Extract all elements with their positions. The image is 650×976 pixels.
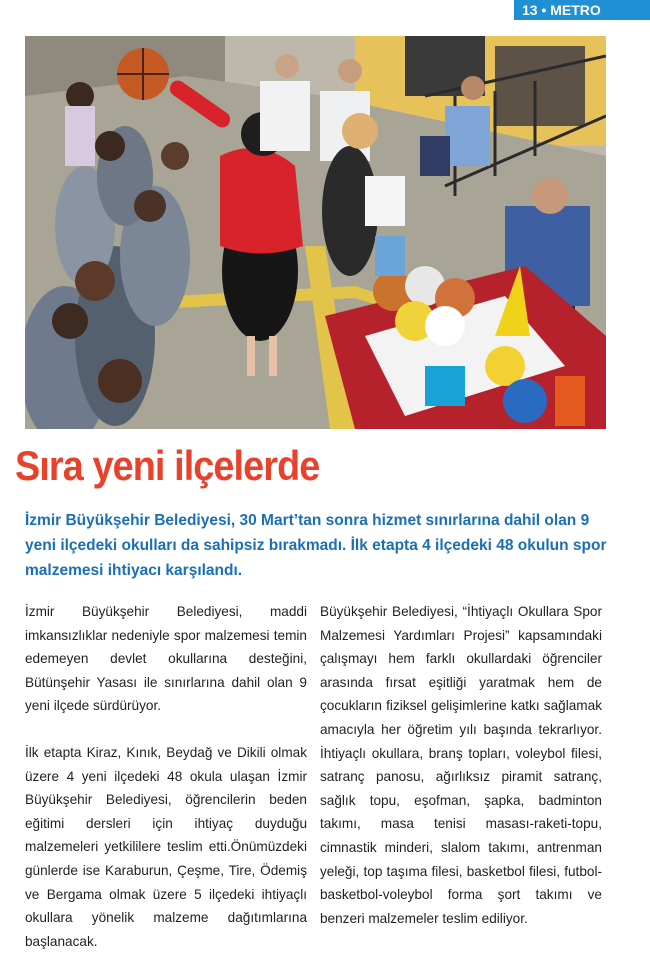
body-paragraph: Büyükşehir Belediyesi, “İhtiyaçlı Okullara Spor Malzemesi Yardımları Projesi” kapsamındaki çalışmayı hem farklı okullardaki öğrenciler arasında fırsat eşitliği yaratmak hem de çocukların fiziksel gelişimlerine katkı sağlamak amacıyla her öğretim yılı başında tekrarlıyor. İhtiyaçlı okullara, branş topları, voleybol filesi, satranç panosu, ağırlıksız piramit satranç, sağlık topu, eşofman, şapka, badminton takımı, masa tenisi masası-raketi-topu, cimnastik minderi, slalom takımı, antrenman yeleği, top taşıma filesi, basketbol filesi, futbol-basketbol-voleybol forma şort takımı ve benzeri malzemeler teslim ediliyor. [320, 604, 602, 926]
deck-summary: İzmir Büyükşehir Belediyesi, 30 Mart’tan sonra hizmet sınırlarına dahil olan 9 yeni ilçedeki okulları da sahipsiz bırakmadı. İlk etapta 4 ilçedeki 48 okulun spor malzemesi ihtiyacı karşılandı. [25, 512, 607, 579]
body-column-right [320, 600, 602, 953]
body-paragraph: İzmir Büyükşehir Belediyesi, maddi imkansızlıklar nedeniyle spor malzemesi temin edemeyen devlet okullarına desteğini, Bütünşehir Yasası ile sınırlarına dahil olan 9 yeni ilçede sürdürüyor. [25, 604, 307, 714]
news-photo [25, 36, 606, 429]
body-column-left [25, 600, 307, 976]
body-paragraph: İlk etapta Kiraz, Kınık, Beydağ ve Dikili olmak üzere 4 yeni ilçedeki 48 okula ulaşan İzmir Büyükşehir Belediyesi, öğrencilerin beden eğitimi dersleri için ihtiyaç duyduğu malzemeleri yetkililere teslim etti.Önümüzdeki günlerde ise Karaburun, Çeşme, Tire, Ödemiş ve Bergama olmak üzere 5 ilçedeki ihtiyaçlı okullara yönelik malzeme dağıtımlarına başlanacak. [25, 744, 307, 949]
photo-illustration [25, 36, 606, 429]
headline: Sıra yeni ilçelerde [15, 442, 320, 489]
page-section-tag: 13 • METRO [514, 0, 650, 20]
